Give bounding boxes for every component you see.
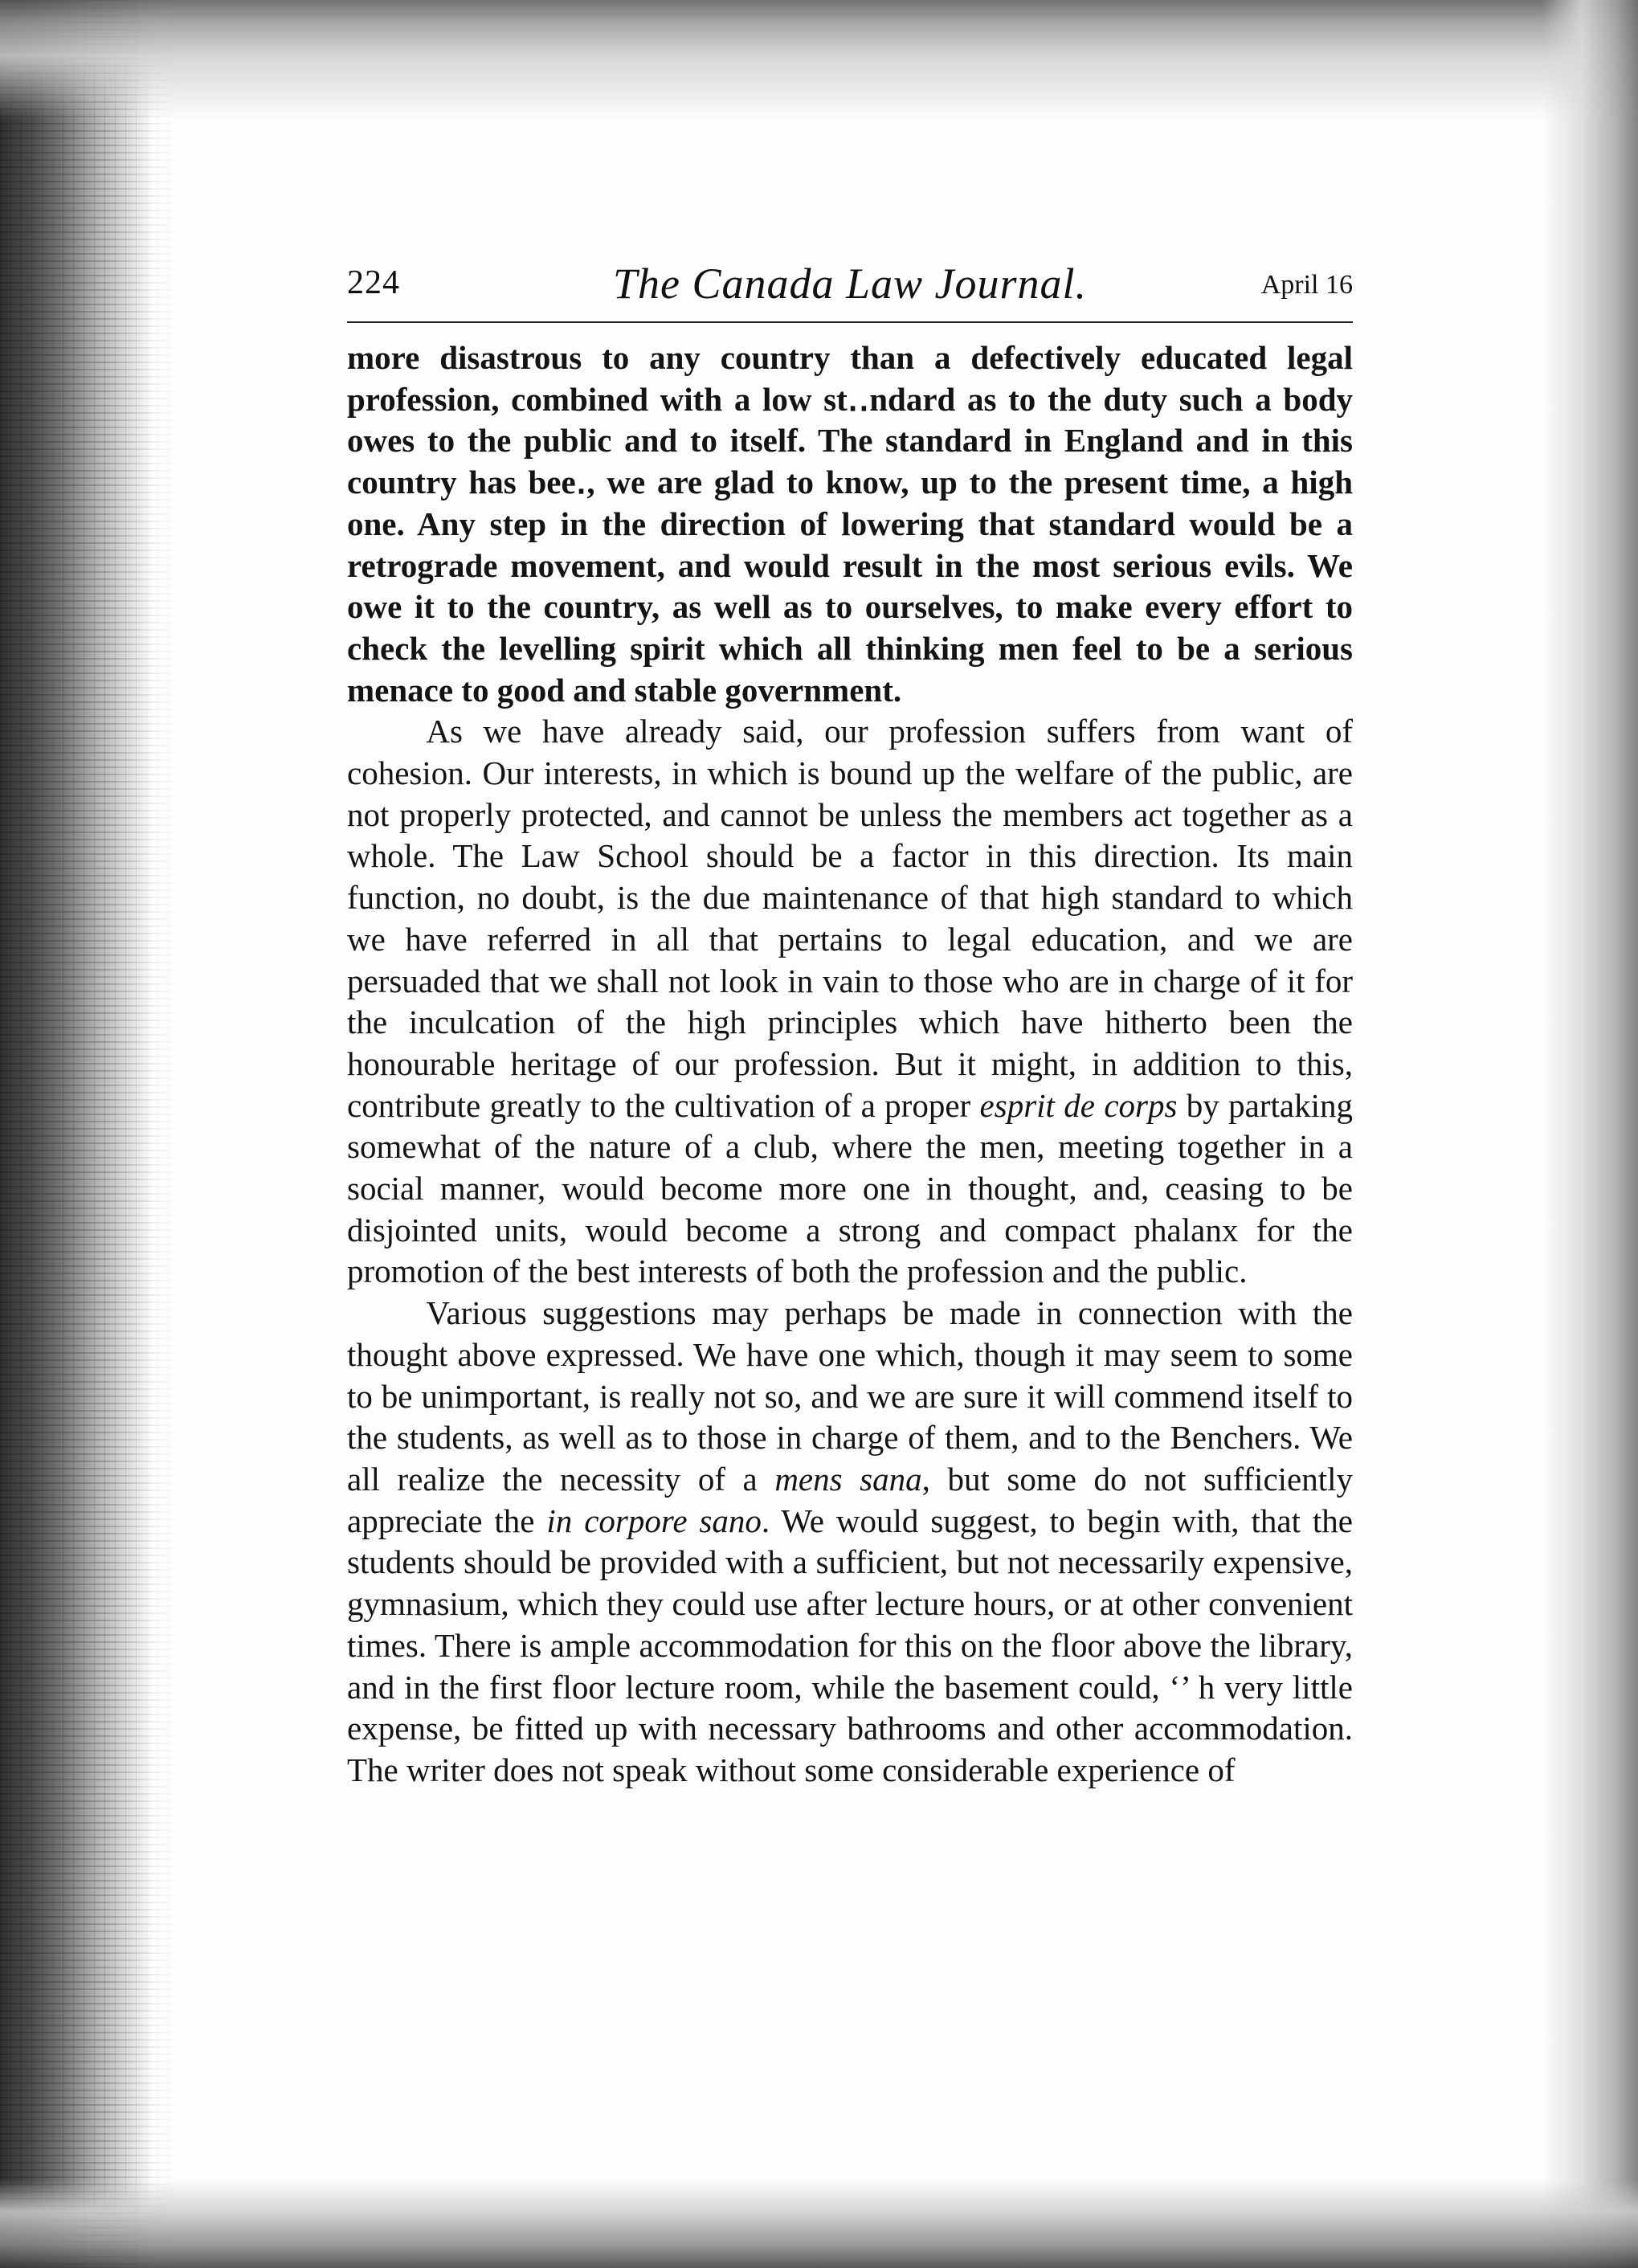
paragraph-text: As we have already said, our profession suffers from want of cohesion. Our interests, in which is bound up the welfare of the public, are not properly protected, and cannot be unless the members act together as a whole. The Law School should be a factor in this direction. Its main function, no doubt, is the due maintenance of that high standard to which we have referred in all that pertains to legal education, and we are persuaded that we shall not look in vain to those who are in charge of it for the inculcation of the high principles which have hitherto been the honourable heritage of our profession. But it might, in addition to this, contribute greatly to the cultivation of a proper <box>347 713 1353 1124</box>
running-header <box>347 259 1353 312</box>
paragraph-text: by partaking somewhat of the nature of a club, where the men, meeting together in a social manner, would become more one in thought, and, ceasing to be disjointed units, would become a strong and compact phalanx for the promotion of the best interests of both the profession and the public. <box>347 1086 1353 1290</box>
page-number: 224 <box>347 264 400 301</box>
paragraph <box>347 711 1353 1293</box>
scan-shadow-right <box>1542 0 1638 2268</box>
issue-date: April 16 <box>1260 270 1353 300</box>
header-rule <box>347 321 1353 323</box>
italic-phrase: mens sana <box>774 1460 922 1498</box>
paragraph-text: more disastrous to any country than a defectively educated legal profession, combined with a low st․․ndard as to the duty such a body owes to the public and to itself. The standard in England and in this country has bee․, we are glad to know, up to the present time, a high one. Any step in the direction of lowering that standard would be a retrograde movement, and would result in the most serious evils. We owe it to the country, as well as to ourselves, to make every effort to check the levelling spirit which all thinking men feel to be a serious menace to good and stable government. <box>347 339 1353 709</box>
paragraph-text: . We would suggest, to begin with, that the students should be provided with a sufficient, but not necessarily expensive, gymnasium, which they could use after lecture hours, or at other convenient times. There is ample accommodation for this on the floor above the library, and in the first floor lecture room, while the basement could, ‘’ h very little expense, be fitted up with necessary bathrooms and other accommodation. The writer does not speak without some considerable experience of <box>347 1502 1354 1788</box>
paragraph-text: , but some do not sufficiently appreciate the <box>347 1460 1354 1539</box>
scan-noise-left <box>0 0 177 2268</box>
scan-shadow-bottom <box>0 2180 1638 2268</box>
scan-shadow-top <box>0 0 1638 121</box>
paragraph <box>347 337 1353 711</box>
italic-phrase: in corpore sano <box>546 1502 762 1539</box>
paragraph <box>347 1293 1353 1791</box>
journal-title: The Canada Law Journal. <box>612 259 1088 308</box>
paragraph-text: Various suggestions may perhaps be made in connection with the thought above expressed. We have one which, though it may seem to some to be unimportant, is really not so, and we are sure it will commend itself to the students, as well as to those in charge of them, and to the Benchers. We all realize the necessity of a <box>347 1294 1353 1498</box>
italic-phrase: esprit de corps <box>979 1086 1178 1124</box>
article-body <box>347 337 1353 1792</box>
